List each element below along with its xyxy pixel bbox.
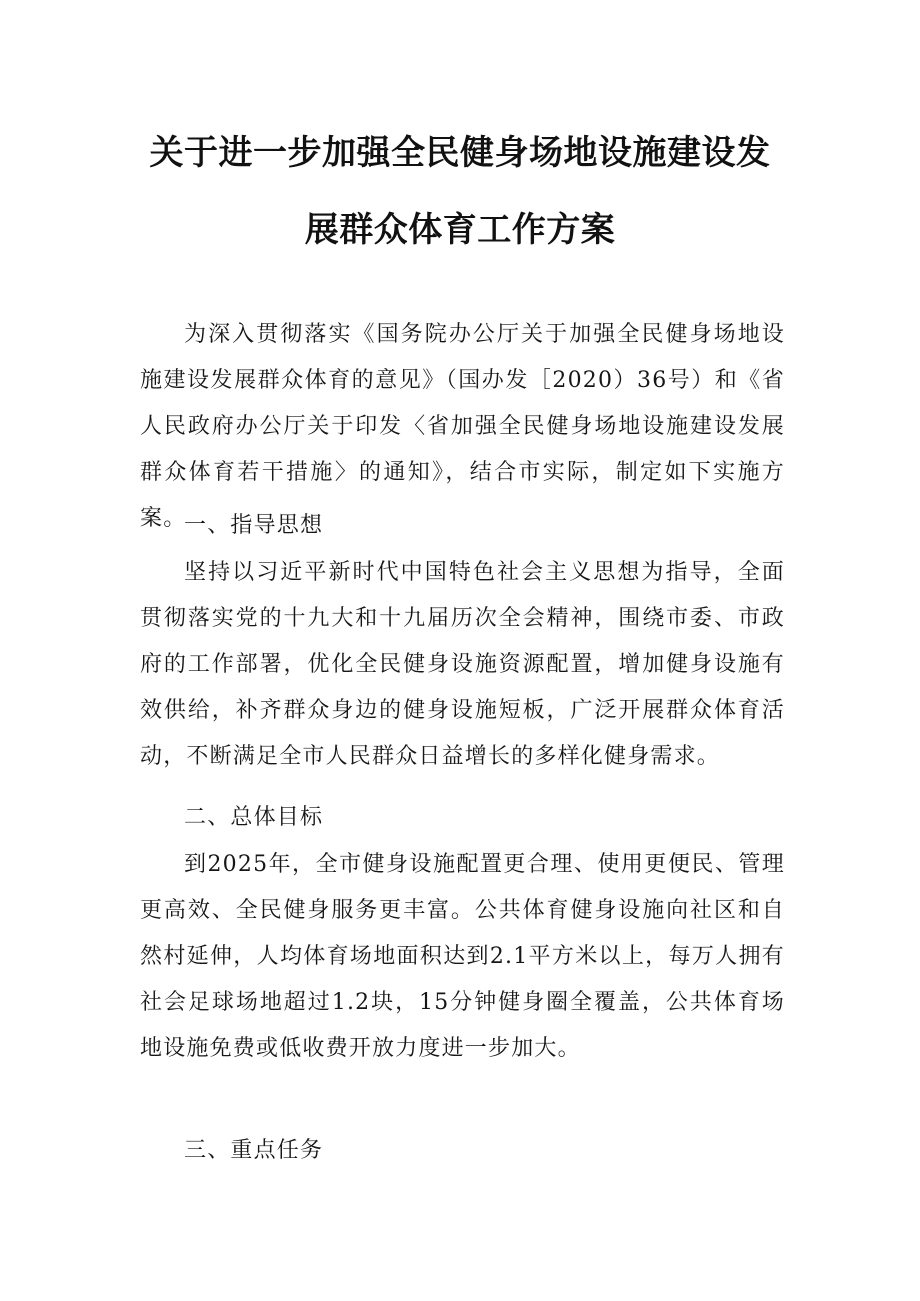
section-body-guiding-ideology: 坚持以习近平新时代中国特色社会主义思想为指导，全面贯彻落实党的十九大和十九届历次全会精神，围绕市委、市政府的工作部署，优化全民健身设施资源配置，增加健身设施有效供给，补齐群众身边的健身设施短板，广泛开展群众体育活动，不断满足全市人民群众日益增长的多样化健身需求。 — [140, 560, 785, 769]
intro-paragraph: 为深入贯彻落实《国务院办公厅关于加强全民健身场地设施建设发展群众体育的意见》（国办发［2020）36号）和《省人民政府办公厅关于印发〈省加强全民健身场地设施建设发展群众体育若干措施〉的通知》，结合市实际，制定如下实施方案。 — [140, 322, 785, 531]
section-heading-overall-goals: 二、总体目标 — [184, 805, 324, 830]
section-body-overall-goals: 到2025年，全市健身设施配置更合理、使用更便民、管理更高效、全民健身服务更丰富。公共体育健身设施向社区和自然村延伸，人均体育场地面积达到2.1平方米以上，每万人拥有社会足球场地超过1.2块，15分钟健身圈全覆盖，公共体育场地设施免费或低收费开放力度进一步加大。 — [140, 852, 785, 1061]
section-heading-key-tasks: 三、重点任务 — [184, 1138, 324, 1163]
section-heading-guiding-ideology: 一、指导思想 — [184, 513, 324, 538]
document-title-line-1: 关于进一步加强全民健身场地设施建设发 — [149, 133, 771, 173]
document-title-line-2: 展群众体育工作方案 — [304, 210, 616, 250]
